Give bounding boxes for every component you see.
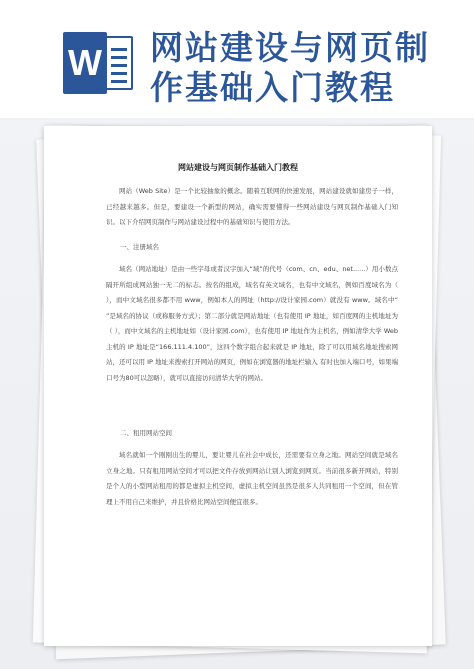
word-logo-icon [63,32,135,94]
intro-paragraph: 网站（Web Site）是一个比较抽象的概念。随着互联网的快速发展，网站建设就如建房子一样，已经越来越多。但是，要建设一个新型的网站，确实需要懂得一些网站建设与网页制作基础入门知识。以下介绍网页制作与网站建设过程中的基础知识与使用方法。 [106,187,398,226]
section-1-paragraph: 域名（网站地址）是由一些字母或者汉字加入“域”的代号（com、cn、edu、net......）用小数点隔开所组成网站独一无二的标志。按名的组成，域名有英文域名，也有中文域名，例如百度域名为（ ），而中文域名很多都不用 www，例如本人的网址（http://设计家园.com）就没有 www。域名中“ ”是域名的协议（或称服务方式）；第二部分就是网站地址（也有使用 IP 地址，如百度网的主机地址为（ ），而中文域名的主机地址如（设计家园.com），也有使用 IP 地址作为主机名，例如清华大学 Web 主机的 IP 地址是“166.111.4.100”，这四个数字组合起来就是 IP 地址，除了可以用域名地址搜索网站，还可以用 IP 地址来搜索打开网站的网页，例如在浏览器的地址栏输入 有时也加入端口号，如果端口号为80可以忽略），就可以直接访问清华大学的网站。 [106,265,398,382]
word-logo-letter: W [63,32,107,94]
banner-title-line-1: 网站建设与网页制 [150,28,430,67]
document-title: 网站建设与网页制作基础入门教程 [178,163,298,172]
banner [0,0,474,118]
banner-title [150,28,474,108]
document-page [44,126,432,646]
section-2-paragraph: 域名就如一个刚刚出生的婴儿，要让婴儿在社会中成长，还需要有立身之地。网站空间就是域名立身之地。只有租用网站空间才可以把文件存放到网站让别人浏览到网页。当前很多新开网站，特别是个人的小型网站租用的都是虚拟主机空间，虚拟主机空间虽然是很多人共同租用一个空间，但在管理上不用自己来维护，并且价格比网站空间便宜很多。 [106,451,398,506]
section-1-heading: 一、注册域名 [120,243,159,251]
banner-title-line-2: 作基础入门教程 [150,68,395,107]
section-2-heading: 二、租用网站空间 [120,429,172,437]
